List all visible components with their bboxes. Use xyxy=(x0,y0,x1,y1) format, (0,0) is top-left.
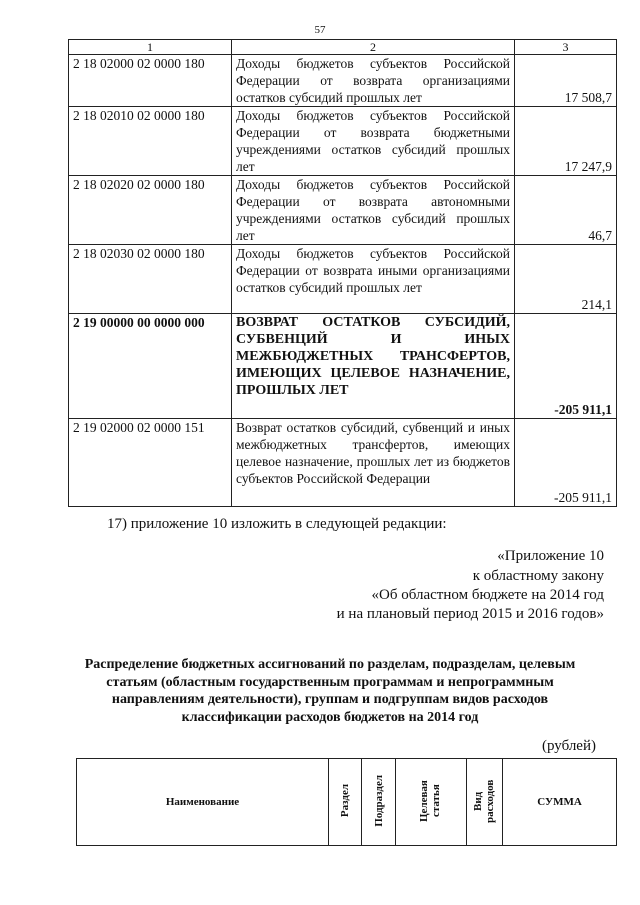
amount: 214,1 xyxy=(515,245,617,314)
appendix-line: «Приложение 10 xyxy=(497,548,604,564)
column-header: 1 xyxy=(69,40,232,55)
revenue-table xyxy=(68,39,617,507)
table-row xyxy=(69,55,617,107)
page-number: 57 xyxy=(314,24,326,36)
appendix-line: «Об областном бюджете на 2014 год xyxy=(371,587,604,603)
section-heading: Распределение бюджетных ассигнований по разделам, подразделам, целевым статьям (областным государственным программам и непрограммным направлениям деятельности), группам и подгруппам видов расходов классификации расходов бюджетов на 2014 год xyxy=(84,657,576,725)
amount: -205 911,1 xyxy=(515,314,617,419)
amount: 17 508,7 xyxy=(515,55,617,107)
appendix-line: и на плановый период 2015 и 2016 годов» xyxy=(336,606,604,622)
revenue-name: Доходы бюджетов субъектов Российской Федерации от возврата бюджетными учреждениями остатков субсидий прошлых лет xyxy=(232,107,515,176)
table-row xyxy=(69,314,617,419)
revenue-name: Доходы бюджетов субъектов Российской Федерации от возврата организациями остатков субсидий прошлых лет xyxy=(232,55,515,107)
table-row xyxy=(69,419,617,507)
revenue-name: Доходы бюджетов субъектов Российской Федерации от возврата автономными учреждениями остатков субсидий прошлых лет xyxy=(232,176,515,245)
budget-code: 2 19 00000 00 0000 000 xyxy=(69,314,232,419)
column-header: 3 xyxy=(515,40,617,55)
budget-code: 2 18 02030 02 0000 180 xyxy=(69,245,232,314)
table-row xyxy=(69,107,617,176)
budget-code: 2 18 02010 02 0000 180 xyxy=(69,107,232,176)
column-header-section: Раздел xyxy=(329,759,362,846)
amendment-text: 17) приложение 10 изложить в следующей редакции: xyxy=(107,516,447,532)
amount: 46,7 xyxy=(515,176,617,245)
appropriations-table-header xyxy=(76,758,617,846)
amount: -205 911,1 xyxy=(515,419,617,507)
appendix-line: к областному закону xyxy=(472,568,604,584)
column-header-subsection: Подраздел xyxy=(362,759,396,846)
column-header: 2 xyxy=(232,40,515,55)
table-row xyxy=(69,245,617,314)
budget-code: 2 18 02000 02 0000 180 xyxy=(69,55,232,107)
column-header-kind: Вид расходов xyxy=(467,759,503,846)
revenue-name: ВОЗВРАТ ОСТАТКОВ СУБСИДИЙ, СУБВЕНЦИЙ И ИНЫХ МЕЖБЮДЖЕТНЫХ ТРАНСФЕРТОВ, ИМЕЮЩИХ ЦЕЛЕВОЕ НАЗНАЧЕНИЕ, ПРОШЛЫХ ЛЕТ xyxy=(232,314,515,419)
table-row xyxy=(69,176,617,245)
amount: 17 247,9 xyxy=(515,107,617,176)
table-header-row xyxy=(69,40,617,55)
revenue-name: Доходы бюджетов субъектов Российской Федерации от возврата иными организациями остатков субсидий прошлых лет xyxy=(232,245,515,314)
column-header-sum: СУММА xyxy=(503,759,617,846)
budget-code: 2 18 02020 02 0000 180 xyxy=(69,176,232,245)
column-header-target: Целевая статья xyxy=(396,759,467,846)
column-header-name: Наименование xyxy=(77,759,329,846)
units-label: (рублей) xyxy=(541,738,596,754)
budget-code: 2 19 02000 02 0000 151 xyxy=(69,419,232,507)
revenue-name: Возврат остатков субсидий, субвенций и иных межбюджетных трансфертов, имеющих целевое назначение, прошлых лет из бюджетов субъектов Российской Федерации xyxy=(232,419,515,507)
